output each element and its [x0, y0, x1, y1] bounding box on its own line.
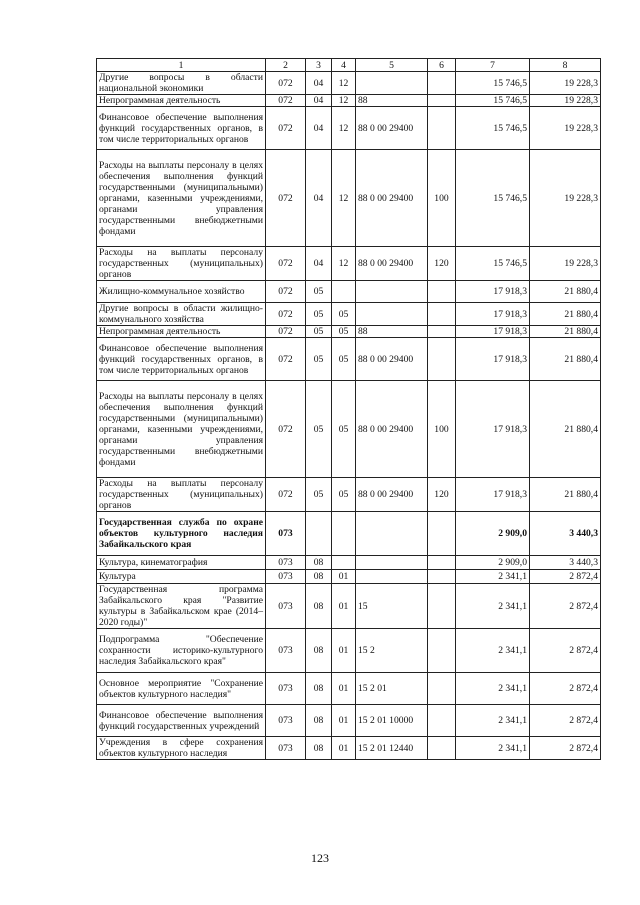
- cell-admin-code: 073: [266, 584, 306, 629]
- cell-subsection: 12: [332, 72, 356, 95]
- cell-expense-type: [428, 556, 456, 570]
- cell-expense-type: [428, 673, 456, 705]
- cell-target-item: [356, 303, 428, 326]
- cell-expense-type: [428, 570, 456, 584]
- cell-target-item: [356, 512, 428, 556]
- cell-target-item: 15 2 01 10000: [356, 705, 428, 737]
- cell-section: 05: [306, 303, 332, 326]
- cell-section: 08: [306, 570, 332, 584]
- table-row: [97, 478, 601, 512]
- cell-name: Финансовое обеспечение выполнения функций государственных учреждений: [97, 705, 266, 737]
- cell-admin-code: 072: [266, 107, 306, 150]
- cell-section: 05: [306, 281, 332, 303]
- cell-subsection: 12: [332, 150, 356, 247]
- cell-amount-col8: 21 880,4: [530, 338, 601, 381]
- cell-target-item: 15: [356, 584, 428, 629]
- cell-target-item: 88: [356, 95, 428, 107]
- cell-section: 04: [306, 150, 332, 247]
- cell-target-item: 88 0 00 29400: [356, 478, 428, 512]
- cell-section: 08: [306, 673, 332, 705]
- cell-section: 04: [306, 247, 332, 281]
- cell-target-item: 15 2: [356, 629, 428, 673]
- cell-amount-col8: 2 872,4: [530, 673, 601, 705]
- table-row: [97, 247, 601, 281]
- cell-admin-code: 073: [266, 629, 306, 673]
- cell-name: Жилищно-коммунальное хозяйство: [97, 281, 266, 303]
- cell-target-item: 88 0 00 29400: [356, 247, 428, 281]
- table-row: [97, 326, 601, 338]
- cell-amount-col8: 19 228,3: [530, 72, 601, 95]
- column-header: 8: [530, 59, 601, 72]
- cell-admin-code: 073: [266, 705, 306, 737]
- cell-amount-col7: 2 341,1: [456, 705, 530, 737]
- cell-admin-code: 073: [266, 737, 306, 760]
- cell-section: 05: [306, 478, 332, 512]
- budget-table: [96, 58, 601, 760]
- cell-admin-code: 072: [266, 381, 306, 478]
- cell-amount-col7: 17 918,3: [456, 281, 530, 303]
- cell-section: 05: [306, 326, 332, 338]
- cell-target-item: [356, 72, 428, 95]
- cell-name: Государственная служба по охране объектов культурного наследия Забайкальского края: [97, 512, 266, 556]
- cell-subsection: 01: [332, 737, 356, 760]
- cell-admin-code: 072: [266, 326, 306, 338]
- cell-subsection: 05: [332, 381, 356, 478]
- cell-admin-code: 072: [266, 247, 306, 281]
- table-row: [97, 95, 601, 107]
- cell-expense-type: [428, 281, 456, 303]
- cell-name: Расходы на выплаты персоналу в целях обеспечения выполнения функций государственными (муниципальными) органами, казенными учреждениями, органами управления государственными внебюджетными фондами: [97, 150, 266, 247]
- table-row: [97, 338, 601, 381]
- table-row: [97, 556, 601, 570]
- cell-section: 08: [306, 737, 332, 760]
- cell-target-item: 88 0 00 29400: [356, 107, 428, 150]
- cell-subsection: [332, 512, 356, 556]
- column-header: 2: [266, 59, 306, 72]
- cell-admin-code: 072: [266, 478, 306, 512]
- cell-admin-code: 073: [266, 512, 306, 556]
- cell-amount-col7: 2 341,1: [456, 673, 530, 705]
- cell-expense-type: [428, 72, 456, 95]
- column-header: 6: [428, 59, 456, 72]
- cell-subsection: 01: [332, 705, 356, 737]
- cell-expense-type: [428, 338, 456, 381]
- page-number: 123: [311, 851, 329, 865]
- cell-amount-col8: 2 872,4: [530, 737, 601, 760]
- cell-expense-type: [428, 584, 456, 629]
- table-row: [97, 150, 601, 247]
- cell-name: Учреждения в сфере сохранения объектов культурного наследия: [97, 737, 266, 760]
- table-row: [97, 281, 601, 303]
- cell-subsection: 01: [332, 584, 356, 629]
- table-row: [97, 705, 601, 737]
- table-row: [97, 673, 601, 705]
- table-row: [97, 381, 601, 478]
- cell-name: Расходы на выплаты персоналу в целях обеспечения выполнения функций государственными (муниципальными) органами, казенными учреждениями, органами управления государственными внебюджетными фондами: [97, 381, 266, 478]
- table-row: [97, 737, 601, 760]
- cell-expense-type: [428, 303, 456, 326]
- cell-name: Финансовое обеспечение выполнения функций государственных органов, в том числе территориальных органов: [97, 107, 266, 150]
- cell-subsection: 05: [332, 303, 356, 326]
- cell-section: 08: [306, 584, 332, 629]
- cell-admin-code: 073: [266, 570, 306, 584]
- cell-subsection: 05: [332, 478, 356, 512]
- cell-amount-col8: 19 228,3: [530, 107, 601, 150]
- cell-target-item: 88: [356, 326, 428, 338]
- cell-admin-code: 073: [266, 556, 306, 570]
- cell-amount-col8: 19 228,3: [530, 95, 601, 107]
- table-row: [97, 629, 601, 673]
- cell-subsection: 12: [332, 247, 356, 281]
- cell-section: 08: [306, 629, 332, 673]
- cell-admin-code: 072: [266, 338, 306, 381]
- cell-subsection: 01: [332, 629, 356, 673]
- column-header: 1: [97, 59, 266, 72]
- cell-amount-col8: 21 880,4: [530, 381, 601, 478]
- cell-expense-type: [428, 512, 456, 556]
- cell-amount-col7: 2 909,0: [456, 512, 530, 556]
- cell-expense-type: [428, 107, 456, 150]
- column-header: 5: [356, 59, 428, 72]
- cell-expense-type: 100: [428, 381, 456, 478]
- cell-amount-col8: 3 440,3: [530, 556, 601, 570]
- cell-expense-type: [428, 95, 456, 107]
- cell-section: 05: [306, 338, 332, 381]
- table-row: [97, 570, 601, 584]
- cell-name: Непрограммная деятельность: [97, 326, 266, 338]
- cell-amount-col7: 15 746,5: [456, 150, 530, 247]
- cell-name: Культура: [97, 570, 266, 584]
- cell-admin-code: 073: [266, 673, 306, 705]
- cell-section: 05: [306, 381, 332, 478]
- cell-amount-col7: 15 746,5: [456, 72, 530, 95]
- cell-subsection: 05: [332, 338, 356, 381]
- cell-name: Подпрограмма "Обеспечение сохранности историко-культурного наследия Забайкальского края": [97, 629, 266, 673]
- cell-amount-col8: 21 880,4: [530, 478, 601, 512]
- cell-admin-code: 072: [266, 281, 306, 303]
- cell-name: Другие вопросы в области национальной экономики: [97, 72, 266, 95]
- cell-section: 08: [306, 556, 332, 570]
- cell-name: Другие вопросы в области жилищно-коммунального хозяйства: [97, 303, 266, 326]
- cell-subsection: [332, 556, 356, 570]
- cell-target-item: 15 2 01 12440: [356, 737, 428, 760]
- cell-admin-code: 072: [266, 303, 306, 326]
- cell-section: 04: [306, 107, 332, 150]
- cell-amount-col8: 2 872,4: [530, 629, 601, 673]
- cell-amount-col8: 2 872,4: [530, 584, 601, 629]
- cell-name: Непрограммная деятельность: [97, 95, 266, 107]
- cell-amount-col8: 2 872,4: [530, 705, 601, 737]
- cell-amount-col8: 3 440,3: [530, 512, 601, 556]
- cell-name: Расходы на выплаты персоналу государственных (муниципальных) органов: [97, 247, 266, 281]
- cell-target-item: 88 0 00 29400: [356, 150, 428, 247]
- cell-name: Культура, кинематография: [97, 556, 266, 570]
- cell-name: Государственная программа Забайкальского края "Развитие культуры в Забайкальском крае (2014–2020 годы)": [97, 584, 266, 629]
- cell-admin-code: 072: [266, 95, 306, 107]
- cell-subsection: 05: [332, 326, 356, 338]
- cell-amount-col7: 15 746,5: [456, 247, 530, 281]
- cell-expense-type: [428, 705, 456, 737]
- cell-amount-col7: 15 746,5: [456, 95, 530, 107]
- cell-amount-col7: 17 918,3: [456, 326, 530, 338]
- cell-target-item: 88 0 00 29400: [356, 381, 428, 478]
- table-row: [97, 72, 601, 95]
- cell-section: 04: [306, 72, 332, 95]
- cell-amount-col8: 21 880,4: [530, 281, 601, 303]
- cell-amount-col7: 17 918,3: [456, 338, 530, 381]
- cell-admin-code: 072: [266, 72, 306, 95]
- cell-expense-type: 120: [428, 478, 456, 512]
- cell-amount-col7: 15 746,5: [456, 107, 530, 150]
- column-header: 4: [332, 59, 356, 72]
- cell-name: Финансовое обеспечение выполнения функций государственных органов, в том числе территориальных органов: [97, 338, 266, 381]
- table-row: [97, 584, 601, 629]
- cell-amount-col7: 2 341,1: [456, 737, 530, 760]
- cell-expense-type: [428, 629, 456, 673]
- cell-amount-col8: 21 880,4: [530, 303, 601, 326]
- cell-expense-type: [428, 737, 456, 760]
- cell-target-item: [356, 281, 428, 303]
- cell-amount-col8: 2 872,4: [530, 570, 601, 584]
- table-row: [97, 303, 601, 326]
- cell-admin-code: 072: [266, 150, 306, 247]
- column-header: 3: [306, 59, 332, 72]
- cell-amount-col7: 2 341,1: [456, 584, 530, 629]
- table-header-row: [97, 59, 601, 72]
- table-row: [97, 107, 601, 150]
- cell-subsection: 01: [332, 570, 356, 584]
- cell-amount-col8: 19 228,3: [530, 150, 601, 247]
- cell-name: Расходы на выплаты персоналу государственных (муниципальных) органов: [97, 478, 266, 512]
- cell-subsection: 01: [332, 673, 356, 705]
- column-header: 7: [456, 59, 530, 72]
- cell-amount-col7: 17 918,3: [456, 381, 530, 478]
- cell-amount-col7: 2 341,1: [456, 570, 530, 584]
- cell-target-item: [356, 570, 428, 584]
- cell-subsection: [332, 281, 356, 303]
- cell-expense-type: 100: [428, 150, 456, 247]
- cell-expense-type: [428, 326, 456, 338]
- cell-name: Основное мероприятие "Сохранение объектов культурного наследия": [97, 673, 266, 705]
- cell-subsection: 12: [332, 95, 356, 107]
- cell-section: 08: [306, 705, 332, 737]
- cell-target-item: [356, 556, 428, 570]
- cell-amount-col7: 17 918,3: [456, 478, 530, 512]
- cell-amount-col8: 21 880,4: [530, 326, 601, 338]
- cell-section: 04: [306, 95, 332, 107]
- table-body: [97, 72, 601, 760]
- cell-section: [306, 512, 332, 556]
- cell-amount-col7: 2 341,1: [456, 629, 530, 673]
- cell-amount-col8: 19 228,3: [530, 247, 601, 281]
- cell-amount-col7: 2 909,0: [456, 556, 530, 570]
- cell-expense-type: 120: [428, 247, 456, 281]
- cell-target-item: 88 0 00 29400: [356, 338, 428, 381]
- table-row: [97, 512, 601, 556]
- cell-subsection: 12: [332, 107, 356, 150]
- cell-amount-col7: 17 918,3: [456, 303, 530, 326]
- cell-target-item: 15 2 01: [356, 673, 428, 705]
